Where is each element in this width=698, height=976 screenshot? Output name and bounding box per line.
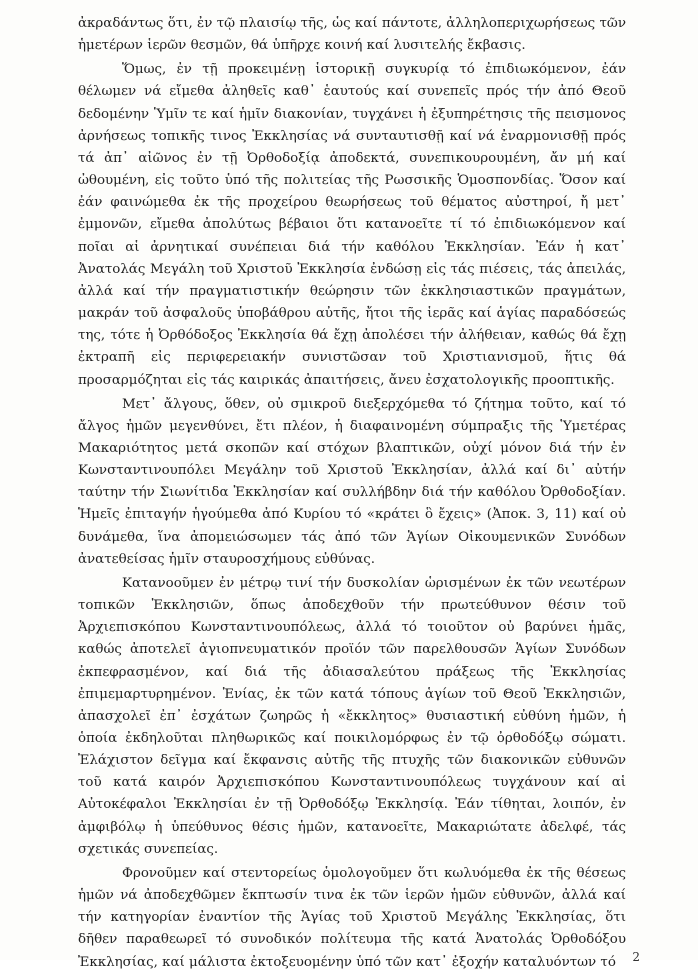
paragraph: Μετ᾽ ἄλγους, ὅθεν, οὐ σμικροῦ διεξερχόμεθα τό ζήτημα τοῦτο, καί τό ἄλγος ἡμῶν μεγενθύνει, ἔτι πλέον, ἡ διαφαινομένη σύμπραξις τῆς Ὑμετέρας Μακαριότητος μετά σκοπῶν καί στόχων βλαπτικῶν, οὐχί μόνον διά τήν ἐν Κωνσταντινουπόλει Μεγάλην τοῦ Χριστοῦ Ἐκκλησίαν, ἀλλά καί δι᾽ αὐτήν ταύτην τήν Σιωνίτιδα Ἐκκλησίαν καί συλλήβδην διά τήν καθόλου Ὀρθοδοξίαν. Ἡμεῖς ἐπιταγήν ἡγούμεθα ἀπό Κυρίου τό «κράτει ὃ ἔχεις» (Ἀποκ. 3, 11) καί οὐ δυνάμεθα, ἵνα ἀπομειώσωμεν τάς ἀπό τῶν Ἁγίων Οἰκουμενικῶν Συνόδων ἀνατεθείσας ἡμῖν σταυροσχήμους εὐθύνας. [78, 396, 626, 567]
paragraph-continuation: ἀκραδάντως ὅτι, ἐν τῷ πλαισίῳ τῆς, ὡς καί πάντοτε, ἀλληλοπεριχωρήσεως τῶν ἡμετέρων ἱερῶν θεσμῶν, θά ὑπῆρχε κοινή καί λυσιτελής ἔκβασις. [78, 16, 626, 54]
paragraph: Κατανοοῦμεν ἐν μέτρῳ τινί τήν δυσκολίαν ὡρισμένων ἐκ τῶν νεωτέρων τοπικῶν Ἐκκλησιῶν, ὅπως ἀποδεχθοῦν τήν πρωτεύθυνον θέσιν τοῦ Ἀρχιεπισκόπου Κωνσταντινουπόλεως, ἀλλά τό τοιοῦτον οὐ βαρύνει ἡμᾶς, καθώς ἀποτελεῖ ἁγιοπνευματικόν προϊόν τῶν παρελθουσῶν Ἁγίων Συνόδων ἐκπεφρασμένον, καί διά τῆς ἀδιασαλεύτου πράξεως τῆς Ἐκκλησίας ἐπιμεμαρτυρημένον. Ἐνίας, ἐκ τῶν κατά τόπους ἁγίων τοῦ Θεοῦ Ἐκκλησιῶν, ἀπασχολεῖ ἐπ᾽ ἐσχάτων ζωηρῶς ἡ «ἔκκλητος» θυσιαστική εὐθύνη ἡμῶν, ἡ ὁποία ἐκδηλοῦται πληθωρικῶς καί ποικιλομόρφως ἐν τῷ ὀρθοδόξῳ σώματι. Ἐλάχιστον δεῖγμα καί ἔκφανσις αὐτῆς τῆς πτυχῆς τῶν διακονικῶν εὐθυνῶν τοῦ κατά καιρόν Ἀρχιεπισκόπου Κωνσταντινουπόλεως τυγχάνουν καί αἱ Αὐτοκέφαλοι Ἐκκλησίαι ἐν τῇ Ὀρθοδόξῳ Ἐκκλησίᾳ. Ἐάν τίθηται, λοιπόν, ἐν ἀμφιβόλῳ ἡ ὑπεύθυνος θέσις ἡμῶν, κατανοεῖτε, Μακαριώτατε ἀδελφέ, τάς σχετικάς συνεπείας. [78, 575, 626, 857]
document-body [78, 13, 626, 976]
paragraph: Φρονοῦμεν καί στεντορείως ὁμολογοῦμεν ὅτι κωλυόμεθα ἐκ τῆς θέσεως ἡμῶν νά ἀποδεχθῶμεν ἔκπτωσίν τινα ἐκ τῶν ἱερῶν ἡμῶν εὐθυνῶν, ἀλλά καί τήν κατηγορίαν ἐναντίον τῆς Ἁγίας τοῦ Χριστοῦ Μεγάλης Ἐκκλησίας, ὅτι δῆθεν παραθεωρεῖ τό συνοδικόν πολίτευμα τῆς κατά Ἀνατολάς Ὀρθοδόξου Ἐκκλησίας, καί μάλιστα ἐκτοξευομένην ὑπό τῶν κατ᾽ ἐξοχήν καταλυόντων τό [78, 865, 626, 970]
paragraph: Ὅμως, ἐν τῇ προκειμένῃ ἱστορικῇ συγκυρίᾳ τό ἐπιδιωκόμενον, ἐάν θέλωμεν νά εἴμεθα ἀληθεῖς καθ᾽ ἑαυτούς καί συνεπεῖς πρός τήν ἀπό Θεοῦ δεδομένην Ὑμῖν τε καί ἡμῖν διακονίαν, τυγχάνει ἡ ἐξυπηρέτησις τῆς πεισμονος ἀρνήσεως τοπικῆς τινος Ἐκκλησίας νά συνταυτισθῇ καί νά ἐναρμονισθῇ πρός τά ἀπ᾽ αἰῶνος ἐν τῇ Ὀρθοδοξίᾳ ἀποδεκτά, συνεπικουρουμένη, ἄν μή καί ὠθουμένη, εἰς τοῦτο ὑπό τῆς πολιτείας τῆς Ρωσσικῆς Ὁμοσπονδίας. Ὅσον καί ἐάν φαινώμεθα ἐκ τῆς προχείρου θεωρήσεως τοῦ θέματος αὐστηροί, ἤ μετ᾽ ἐμμονῶν, εἴμεθα ἀπολύτως βέβαιοι ὅτι κατανοεῖτε τί τό ἐπιδιωκόμενον καί ποῖαι αἱ ἀρνητικαί συνέπειαι διά τήν καθόλου Ἐκκλησίαν. Ἐάν ἡ κατ᾽ Ἀνατολάς Μεγάλη τοῦ Χριστοῦ Ἐκκλησία ἐνδώσῃ εἰς τάς πιέσεις, τάς ἀπειλάς, ἀλλά καί τήν πραγματιστικήν θεώρησιν τῶν ἐκκλησιαστικῶν πραγμάτων, μακράν τοῦ ἀσφαλοῦς ὑποβάθρου αὐτῆς, ἤτοι τῆς ἱερᾶς καί ἁγίας παραδόσεώς της, τότε ἡ Ὀρθόδοξος Ἐκκλησία θά ἔχῃ ἀπολέσει τήν ἀλήθειαν, καθώς θά ἔχῃ ἐκτραπῆ εἰς περιφερειακήν συνιστῶσαν τοῦ Χριστιανισμοῦ, ἥτις θά προσαρμόζηται εἰς τάς καιρικάς ἀπαιτήσεις, ἄνευ ἐσχατολογικῆς προοπτικῆς. [78, 62, 626, 388]
page-number: 2 [632, 950, 640, 964]
